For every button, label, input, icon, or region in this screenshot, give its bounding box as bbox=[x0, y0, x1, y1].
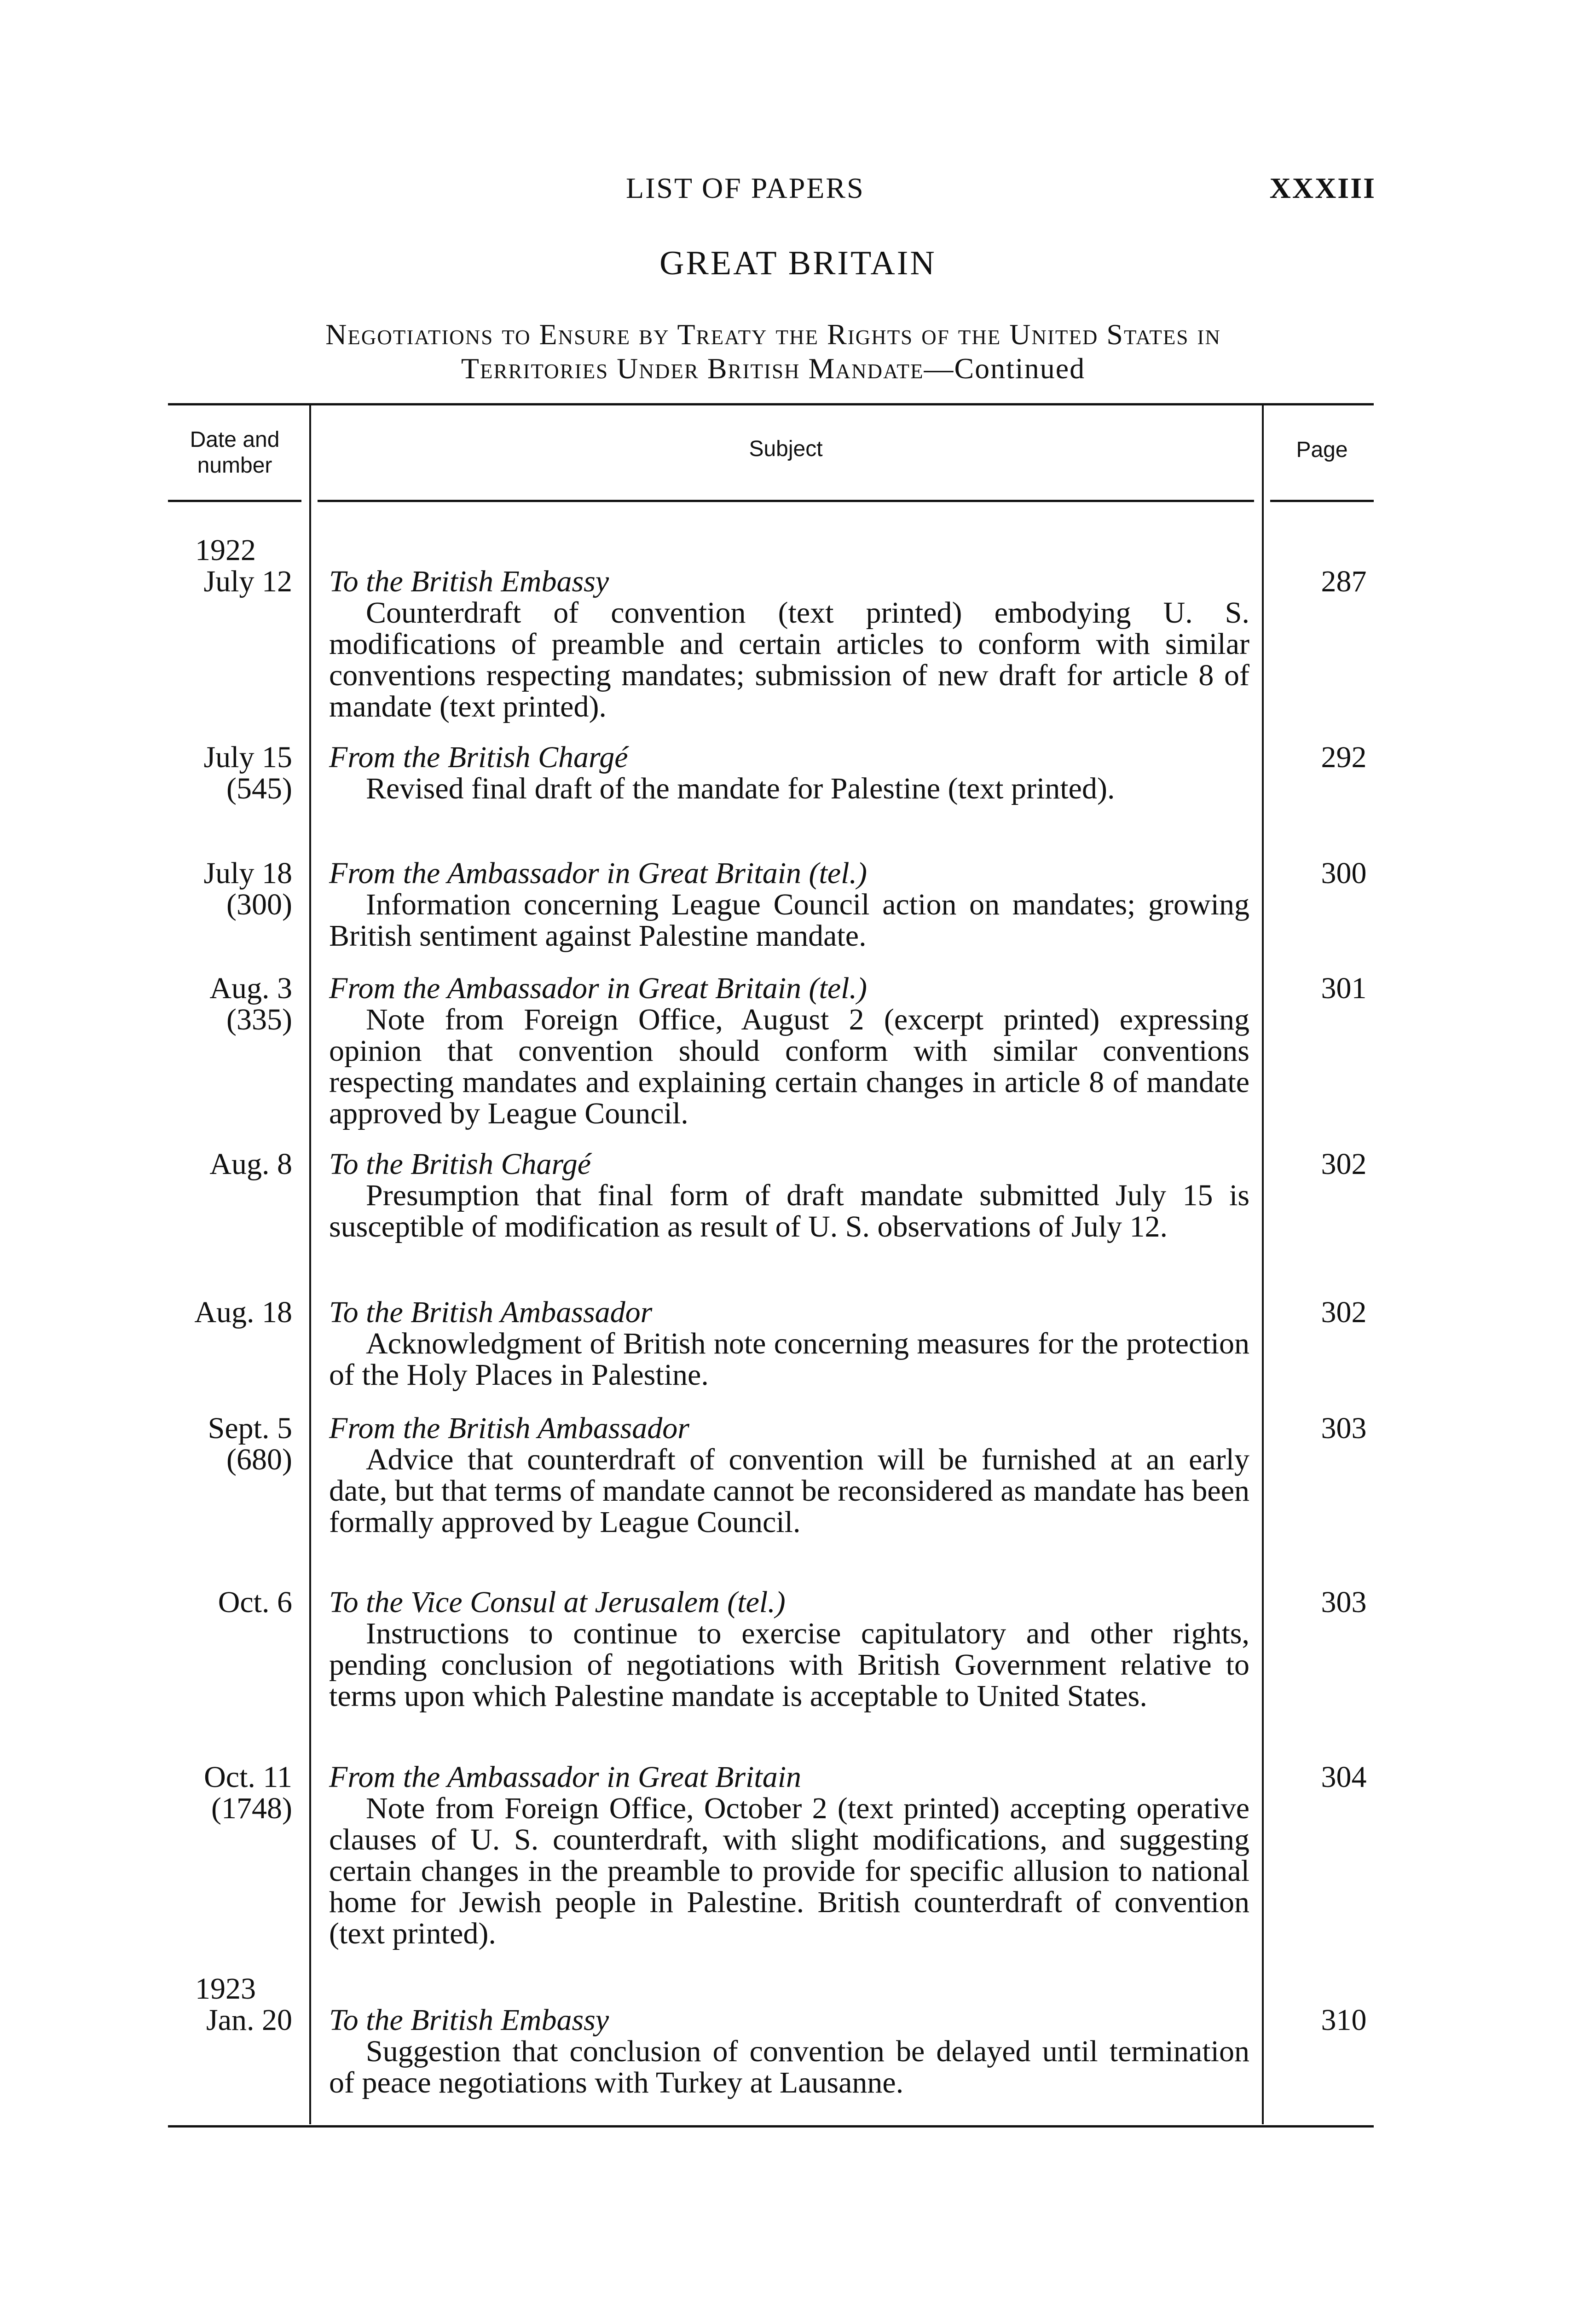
entry-addressee: From the British Chargé bbox=[329, 740, 628, 774]
column-header-date-line-2: number bbox=[197, 453, 272, 478]
entry-page: 302 bbox=[1321, 1147, 1367, 1181]
column-header-subject: Subject bbox=[749, 437, 823, 461]
entry-date: Jan. 20 bbox=[206, 2003, 292, 2037]
entry-subject bbox=[329, 1413, 1249, 1538]
entry-subject bbox=[329, 973, 1249, 1129]
entry-date: Oct. 11 bbox=[204, 1760, 292, 1794]
entry-subject bbox=[329, 742, 1249, 804]
entry-description: Counterdraft of convention (text printed) embodying U. S. modifications of preamble and certain articles to conform with similar conventions respecting mandates; submission of new draft for article 8 of mandate (text printed). bbox=[329, 596, 1249, 723]
entry-date-cell bbox=[159, 566, 292, 597]
entry-page: 292 bbox=[1321, 740, 1367, 774]
entry-subject bbox=[329, 1297, 1249, 1391]
entry-subject bbox=[329, 1149, 1249, 1243]
column-divider-left bbox=[309, 405, 311, 2124]
column-header-page: Page bbox=[1296, 438, 1348, 462]
header-bottom-rule-middle bbox=[318, 500, 1254, 502]
entry-number: (680) bbox=[226, 1443, 292, 1476]
subtitle-line-2-text: Territories Under British Mandate bbox=[461, 352, 924, 385]
entry-date: Aug. 18 bbox=[194, 1295, 292, 1329]
column-divider-right bbox=[1262, 405, 1264, 2124]
entry-description: Suggestion that conclusion of convention be delayed until termination of peace negotiations with Turkey at Lausanne. bbox=[329, 2035, 1249, 2099]
running-head bbox=[0, 171, 1596, 208]
entry-page: 287 bbox=[1321, 565, 1367, 598]
entry-addressee: To the British Embassy bbox=[329, 2003, 609, 2037]
entry-date: Sept. 5 bbox=[208, 1411, 292, 1445]
entry-page: 302 bbox=[1321, 1295, 1367, 1329]
entry-date-cell bbox=[159, 2005, 292, 2036]
entry-date-cell bbox=[159, 1297, 292, 1328]
entry-description: Note from Foreign Office, August 2 (excerpt printed) expressing opinion that convention should conform with similar conventions respecting mandates and explaining certain changes in article 8 of mandate approved by League Council. bbox=[329, 1003, 1249, 1130]
entry-addressee: From the Ambassador in Great Britain (tel.) bbox=[329, 856, 867, 890]
entry-addressee: From the British Ambassador bbox=[329, 1411, 689, 1445]
entry-date: July 15 bbox=[203, 740, 292, 774]
entry-subject bbox=[329, 1587, 1249, 1712]
entry-page: 303 bbox=[1321, 1585, 1367, 1619]
header-bottom-rule-right bbox=[1270, 500, 1374, 502]
entry-number: (335) bbox=[226, 1003, 292, 1036]
year-label-1922: 1922 bbox=[195, 533, 256, 567]
entry-description: Presumption that final form of draft mandate submitted July 15 is susceptible of modification as result of U. S. observations of July 12. bbox=[329, 1179, 1249, 1243]
entry-addressee: To the British Chargé bbox=[329, 1147, 591, 1181]
entry-date: Aug. 8 bbox=[209, 1147, 292, 1181]
entry-page: 304 bbox=[1321, 1760, 1367, 1794]
entry-date-cell bbox=[159, 858, 292, 920]
entry-addressee: To the British Embassy bbox=[329, 565, 609, 598]
entry-date-cell bbox=[159, 973, 292, 1035]
year-label-1923: 1923 bbox=[195, 1972, 256, 2006]
entry-description: Advice that counterdraft of convention will be furnished at an early date, but that terms of mandate cannot be reconsidered as mandate has been formally approved by League Council. bbox=[329, 1443, 1249, 1539]
entry-addressee: To the Vice Consul at Jerusalem (tel.) bbox=[329, 1585, 786, 1619]
entry-date-cell bbox=[159, 1413, 292, 1475]
entry-subject bbox=[329, 1762, 1249, 1949]
entry-addressee: From the Ambassador in Great Britain (tel.) bbox=[329, 971, 867, 1005]
entry-date-cell bbox=[159, 1149, 292, 1180]
running-title: LIST OF PAPERS bbox=[626, 172, 865, 204]
table-bottom-rule bbox=[168, 2125, 1374, 2128]
column-header-date bbox=[168, 427, 301, 479]
entry-page: 303 bbox=[1321, 1411, 1367, 1445]
subtitle-continued: —Continued bbox=[924, 352, 1086, 385]
entry-number: (545) bbox=[226, 772, 292, 805]
entry-description: Note from Foreign Office, October 2 (text printed) accepting operative clauses of U. S. counterdraft, with slight modifications, and suggesting certain changes in the preamble to provide for specific allusion to national home for Jewish people in Palestine. British counterdraft of convention (text printed). bbox=[329, 1792, 1249, 1950]
header-bottom-rule-left bbox=[168, 500, 301, 502]
entry-number: (300) bbox=[226, 888, 292, 921]
entry-description: Instructions to continue to exercise capitulatory and other rights, pending conclusion of negotiations with British Government relative to terms upon which Palestine mandate is acceptable to United States. bbox=[329, 1617, 1249, 1713]
page-number: XXXIII bbox=[1269, 172, 1376, 204]
section-title: GREAT BRITAIN bbox=[659, 244, 937, 282]
entry-date-cell bbox=[159, 742, 292, 804]
entry-date: July 12 bbox=[203, 565, 292, 598]
entry-page: 310 bbox=[1321, 2003, 1367, 2037]
section-subtitle bbox=[152, 318, 1394, 386]
entry-subject bbox=[329, 858, 1249, 952]
subtitle-line-1: Negotiations to Ensure by Treaty the Rights of the United States in bbox=[325, 318, 1221, 351]
entry-date-cell bbox=[159, 1762, 292, 1824]
entry-date: July 18 bbox=[203, 856, 292, 890]
entry-description: Information concerning League Council action on mandates; growing British sentiment against Palestine mandate. bbox=[329, 888, 1249, 953]
entry-date: Aug. 3 bbox=[209, 971, 292, 1005]
entry-addressee: To the British Ambassador bbox=[329, 1295, 653, 1329]
entry-date-cell bbox=[159, 1587, 292, 1618]
table-top-rule bbox=[168, 403, 1374, 405]
entry-number: (1748) bbox=[211, 1792, 292, 1825]
entry-description: Acknowledgment of British note concerning measures for the protection of the Holy Places in Palestine. bbox=[329, 1327, 1249, 1392]
entry-addressee: From the Ambassador in Great Britain bbox=[329, 1760, 802, 1794]
entry-page: 301 bbox=[1321, 971, 1367, 1005]
entry-subject bbox=[329, 2005, 1249, 2099]
entry-subject bbox=[329, 566, 1249, 723]
entry-date: Oct. 6 bbox=[218, 1585, 292, 1619]
column-header-date-line-1: Date and bbox=[190, 428, 280, 452]
entry-page: 300 bbox=[1321, 856, 1367, 890]
entry-description: Revised final draft of the mandate for Palestine (text printed). bbox=[366, 772, 1115, 805]
subtitle-line-2 bbox=[152, 352, 1394, 386]
